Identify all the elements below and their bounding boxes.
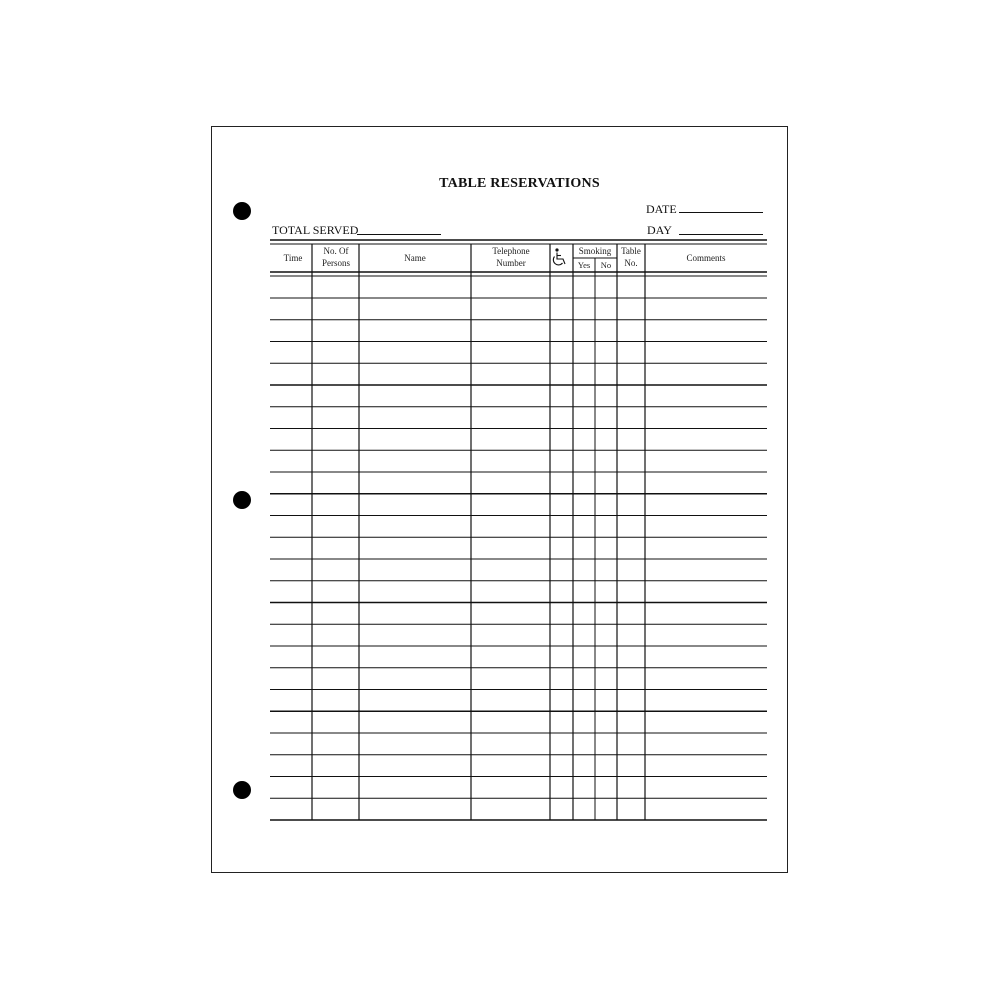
header-smoking-no: No [600, 260, 612, 270]
header-name: Name [404, 253, 426, 263]
header-time: Time [283, 253, 303, 263]
header-persons-line1: No. Of [323, 246, 349, 256]
header-telephone-line2: Number [496, 258, 526, 268]
wheelchair-icon [553, 248, 565, 265]
column-lines [312, 244, 645, 820]
header-smoking-yes: Yes [577, 260, 591, 270]
total-served-label: TOTAL SERVED [272, 223, 359, 237]
header-table-line2: No. [624, 258, 638, 268]
row-lines [270, 298, 767, 820]
day-label: DAY [647, 223, 672, 237]
header-persons-line2: Persons [321, 258, 351, 268]
header-table-line1: Table [621, 246, 641, 256]
date-label: DATE [646, 202, 677, 216]
header-telephone-line1: Telephone [492, 246, 530, 256]
header-comments: Comments [686, 253, 726, 263]
form-title: TABLE RESERVATIONS [439, 176, 600, 191]
header-smoking: Smoking [578, 246, 612, 256]
